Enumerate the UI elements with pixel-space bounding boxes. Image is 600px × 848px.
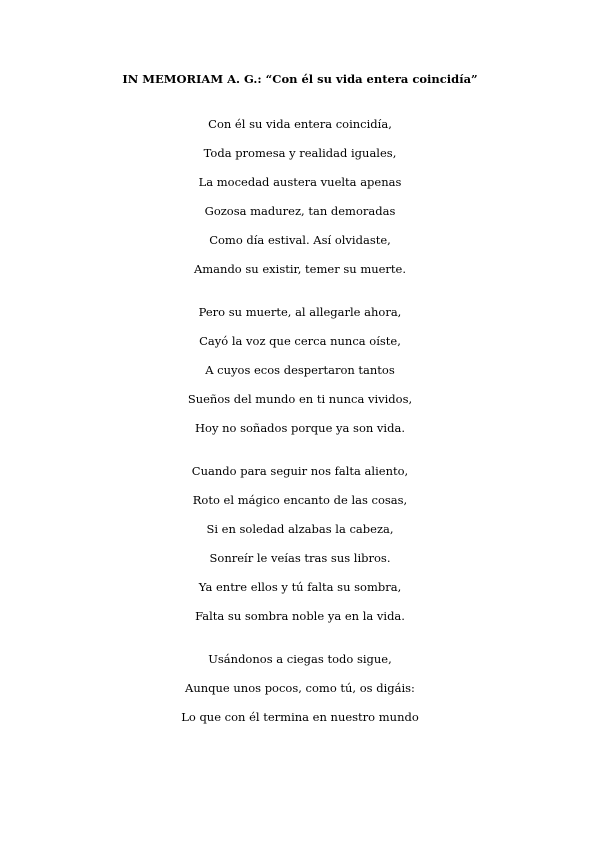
poem-line: Cuando para seguir nos falta aliento, [191, 464, 409, 478]
poem-line: Toda promesa y realidad iguales, [203, 146, 397, 160]
stanza-3 [0, 463, 600, 624]
poem-line: Sueños del mundo en ti nunca vividos, [187, 392, 413, 406]
poem-title: IN MEMORIAM A. G.: “Con él su vida entera coincidía” [122, 72, 478, 86]
poem-line: Sonreír le veías tras sus libros. [209, 551, 391, 565]
poem-body [0, 116, 600, 752]
poem-line: Gozosa madurez, tan demoradas [204, 204, 396, 218]
poem-line: Si en soledad alzabas la cabeza, [206, 522, 394, 536]
poem-line: A cuyos ecos despertaron tantos [205, 363, 395, 377]
poem-line: Cayó la voz que cerca nunca oíste, [199, 334, 401, 348]
poem-line: Hoy no soñados porque ya son vida. [195, 421, 405, 435]
poem-line: Pero su muerte, al allegarle ahora, [198, 305, 402, 319]
poem-line: Usándonos a ciegas todo sigue, [208, 652, 392, 666]
poem-line: La mocedad austera vuelta apenas [198, 175, 402, 189]
poem-line: Lo que con él termina en nuestro mundo [181, 710, 419, 724]
poem-line: Amando su existir, temer su muerte. [193, 262, 407, 276]
poem-line: Falta su sombra noble ya en la vida. [195, 609, 405, 623]
stanza-2 [0, 304, 600, 436]
poem-line: Aunque unos pocos, como tú, os digáis: [185, 681, 415, 695]
poem-line: Ya entre ellos y tú falta su sombra, [198, 580, 402, 594]
poem-line: Con él su vida entera coincidía, [208, 117, 392, 131]
stanza-4 [0, 651, 600, 725]
poem-line: Roto el mágico encanto de las cosas, [192, 493, 408, 507]
stanza-1 [0, 116, 600, 277]
poem-line: Como día estival. Así olvidaste, [209, 233, 391, 247]
